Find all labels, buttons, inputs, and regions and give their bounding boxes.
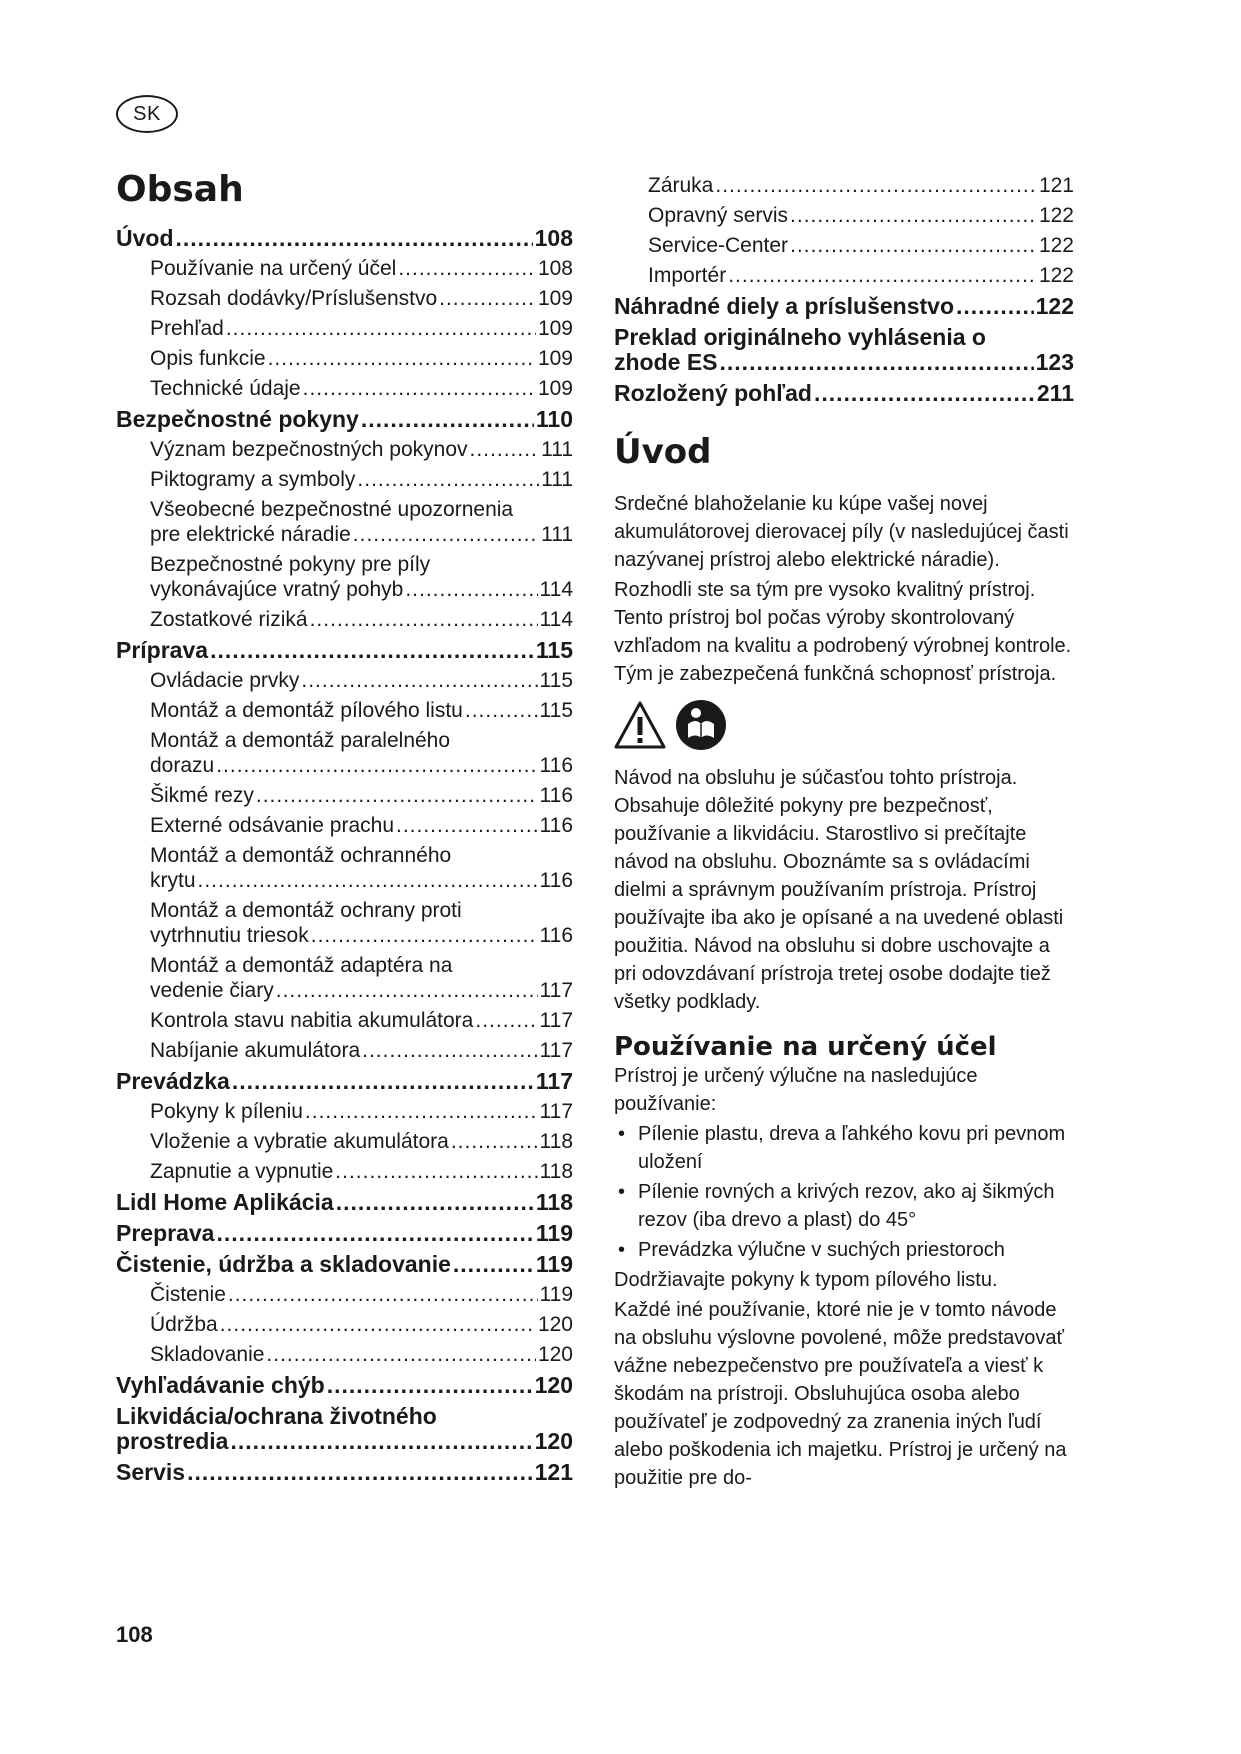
toc-entry-line	[614, 294, 1074, 319]
toc-entry-label: Bezpečnostné pokyny	[116, 406, 359, 432]
toc-dot-leader	[470, 437, 540, 462]
toc-dot-leader	[303, 376, 536, 401]
toc-entry-label: Pokyny k píleniu	[150, 1100, 303, 1123]
toc-dot-leader	[256, 783, 538, 808]
toc-page-number: 111	[541, 523, 573, 546]
toc-entry-line	[116, 1190, 573, 1215]
toc-entry-label: Servis	[116, 1459, 186, 1485]
toc-entry-label: krytu	[150, 869, 196, 892]
toc-entry-line	[150, 286, 573, 311]
toc-page-number: 118	[539, 1160, 573, 1183]
toc-entry-line	[648, 263, 1074, 288]
toc-dot-leader	[311, 923, 538, 948]
toc-entry-label: Technické údaje	[150, 377, 301, 400]
toc-subsection-entry	[116, 813, 573, 838]
list-item: • Pílenie plastu, dreva a ľahkého kovu pri pevnom uložení	[614, 1120, 1074, 1176]
toc-entry-line	[150, 437, 573, 462]
toc-dot-leader	[453, 1252, 534, 1277]
read-manual-icon	[674, 698, 728, 757]
toc-entry-label: Preprava	[116, 1220, 215, 1246]
toc-dot-leader	[327, 1373, 533, 1398]
toc-page-number: 119	[535, 1251, 573, 1277]
toc-section-entry	[614, 381, 1074, 406]
toc-entry-label: Všeobecné bezpečnostné upozornenia	[150, 498, 514, 521]
toc-page-number: 109	[537, 287, 573, 310]
toc-subsection-entry	[116, 843, 573, 893]
toc-subsection-entry	[116, 552, 573, 602]
toc-page-number: 111	[541, 468, 573, 491]
toc-dot-leader	[276, 978, 538, 1003]
intended-use-lead: Prístroj je určený výlučne na nasledujúce používanie:	[614, 1065, 978, 1115]
toc-dot-leader	[451, 1129, 538, 1154]
toc-dot-leader	[362, 1038, 537, 1063]
toc-section-entry	[614, 294, 1074, 319]
toc-dot-leader	[439, 286, 536, 311]
toc-dot-leader	[728, 263, 1037, 288]
toc-page-number: 120	[537, 1313, 573, 1336]
toc-entry-line	[116, 1373, 573, 1398]
toc-page-number: 120	[537, 1343, 573, 1366]
toc-entry-label: Zapnutie a vypnutie	[150, 1160, 334, 1183]
toc-entry-label: Údržba	[150, 1313, 218, 1336]
intro-paragraph: Návod na obsluhu je súčasťou tohto prístroja. Obsahuje dôležité pokyny pre bezpečnosť, používanie a likvidáciu. Starostlivo si prečítajte návod na obsluhu. Oboznámte sa s ovládacími dielmi a správnym používaním prístroja. Prístroj používajte iba ako je opísané a na uvedené oblasti použitia. Návod na obsluhu si dobre uschovajte a pri odovzdávaní prístroja tretej osobe dodajte tiež všetky podklady.	[614, 767, 1064, 1013]
toc-entry-label: Úvod	[116, 225, 174, 251]
toc-entry-label: Piktogramy a symboly	[150, 468, 356, 491]
toc-subsection-entry	[116, 728, 573, 778]
toc-entry-label: vytrhnutiu triesok	[150, 924, 309, 947]
toc-entry-label: Používanie na určený účel	[150, 257, 397, 280]
toc-entry-line	[150, 868, 573, 893]
toc-page-number: 116	[539, 924, 573, 947]
toc-subsection-entry	[116, 953, 573, 1003]
toc-dot-leader	[361, 407, 534, 432]
toc-page-number: 123	[1035, 349, 1074, 375]
toc-entry-line	[150, 1342, 573, 1367]
toc-entry-label: Kontrola stavu nabitia akumulátora	[150, 1009, 474, 1032]
language-badge: SK	[116, 95, 178, 133]
toc-section-entry	[116, 1460, 573, 1485]
toc-page-number: 114	[539, 578, 573, 601]
toc-page-number: 116	[539, 754, 573, 777]
toc-entry-label: pre elektrické náradie	[150, 523, 351, 546]
toc-subsection-entry	[116, 286, 573, 311]
toc-subsection-entry	[116, 376, 573, 401]
toc-page-number: 117	[539, 1039, 573, 1062]
toc-entry-label: Service-Center	[648, 234, 789, 257]
right-column	[614, 168, 1074, 1494]
toc-page-number: 121	[1038, 174, 1074, 197]
toc-dot-leader	[715, 173, 1037, 198]
toc-list-right	[614, 173, 1074, 406]
toc-page-number: 122	[1035, 293, 1074, 319]
toc-entry-label: Montáž a demontáž ochrany proti	[150, 899, 462, 922]
toc-entry-line	[150, 256, 573, 281]
toc-section-entry	[116, 1069, 573, 1094]
toc-page-number: 117	[539, 979, 573, 1002]
toc-page-number: 120	[534, 1428, 573, 1454]
toc-entry-label: Opravný servis	[648, 204, 789, 227]
toc-dot-leader	[198, 868, 538, 893]
toc-entry-label: Montáž a demontáž ochranného	[150, 844, 452, 867]
toc-entry-line	[614, 381, 1074, 406]
toc-dot-leader	[398, 256, 536, 281]
toc-dot-leader	[228, 1282, 538, 1307]
toc-list-left	[116, 226, 573, 1485]
toc-subsection-entry	[116, 898, 573, 948]
toc-entry-label: Zostatkové riziká	[150, 608, 308, 631]
toc-dot-leader	[230, 1429, 532, 1454]
toc-section-entry	[614, 325, 1074, 375]
toc-entry-line	[150, 1099, 573, 1124]
toc-entry-label: Príprava	[116, 637, 209, 663]
toc-entry-line	[150, 1159, 573, 1184]
toc-page-number: 115	[539, 669, 573, 692]
toc-dot-leader	[232, 1069, 534, 1094]
toc-entry-label: Šikmé rezy	[150, 784, 254, 807]
toc-entry-line	[116, 638, 573, 663]
toc-entry-line	[150, 1312, 573, 1337]
intended-use-paragraph: Dodržiavajte pokyny k typom pílového listu.	[614, 1269, 998, 1291]
toc-entry-label: dorazu	[150, 754, 215, 777]
toc-subsection-entry	[116, 783, 573, 808]
toc-entry-line	[150, 753, 573, 778]
toc-subsection-entry	[116, 607, 573, 632]
toc-entry-line	[648, 203, 1074, 228]
toc-subsection-entry	[116, 1342, 573, 1367]
intro-paragraph: Srdečné blahoželanie ku kúpe vašej novej akumulátorovej dierovacej píly (v nasledujúcej časti nazývanej prístroj alebo elektrické náradie).	[614, 493, 1069, 571]
toc-page-number: 121	[534, 1459, 573, 1485]
toc-entry-line	[116, 1252, 573, 1277]
toc-subsection-entry	[116, 1099, 573, 1124]
toc-page-number: 117	[535, 1068, 573, 1094]
toc-entry-label: Nabíjanie akumulátora	[150, 1039, 361, 1062]
toc-entry-label: Prehľad	[150, 317, 224, 340]
toc-entry-line	[614, 350, 1074, 375]
toc-subsection-entry	[116, 1129, 573, 1154]
toc-subsection-entry	[116, 1038, 573, 1063]
toc-page-number: 122	[1038, 204, 1074, 227]
toc-dot-leader	[268, 346, 536, 371]
toc-entry-label: Opis funkcie	[150, 347, 266, 370]
toc-dot-leader	[956, 294, 1034, 319]
toc-subsection-entry	[116, 1312, 573, 1337]
toc-page-number: 115	[539, 699, 573, 722]
toc-entry-label: Náhradné diely a príslušenstvo	[614, 293, 955, 319]
toc-entry-label: Preklad originálneho vyhlásenia o	[614, 324, 986, 350]
toc-section-entry	[116, 226, 573, 251]
toc-entry-line	[150, 813, 573, 838]
toc-dot-leader	[226, 316, 536, 341]
toc-entry-line	[116, 1221, 573, 1246]
toc-dot-leader	[353, 522, 539, 547]
toc-subsection-entry	[116, 1008, 573, 1033]
toc-entry-label: Montáž a demontáž pílového listu	[150, 699, 463, 722]
toc-subsection-entry	[116, 1282, 573, 1307]
toc-subsection-entry	[116, 698, 573, 723]
toc-dot-leader	[475, 1008, 537, 1033]
toc-dot-leader	[187, 1460, 533, 1485]
toc-dot-leader	[335, 1159, 537, 1184]
toc-entry-label: Montáž a demontáž adaptéra na	[150, 954, 453, 977]
toc-entry-label: Význam bezpečnostných pokynov	[150, 438, 468, 461]
toc-subsection-entry	[116, 1159, 573, 1184]
toc-section-entry	[116, 407, 573, 432]
toc-page-number: 108	[537, 257, 573, 280]
toc-entry-line	[150, 346, 573, 371]
toc-dot-leader	[336, 1190, 534, 1215]
toc-entry-label: Montáž a demontáž paralelného	[150, 729, 451, 752]
toc-entry-line	[116, 1069, 573, 1094]
toc-entry-label: Skladovanie	[150, 1343, 265, 1366]
toc-entry-line	[150, 577, 573, 602]
toc-entry-line	[150, 1038, 573, 1063]
toc-entry-line	[116, 1429, 573, 1454]
toc-title: Obsah	[116, 169, 244, 210]
toc-dot-leader	[310, 607, 538, 632]
toc-entry-label: vedenie čiary	[150, 979, 274, 1002]
toc-dot-leader	[216, 753, 537, 778]
toc-page-number: 120	[534, 1372, 573, 1398]
toc-entry-line	[150, 522, 573, 547]
toc-page-number: 111	[541, 438, 573, 461]
toc-dot-leader	[220, 1312, 536, 1337]
toc-entry-line	[150, 467, 573, 492]
toc-entry-label: Vyhľadávanie chýb	[116, 1372, 325, 1398]
list-item: • Prevádzka výlučne v suchých priestoroch	[614, 1236, 1074, 1264]
toc-dot-leader	[305, 1099, 538, 1124]
toc-entry-label: Importér	[648, 264, 727, 287]
toc-page-number: 118	[539, 1130, 573, 1153]
toc-dot-leader	[465, 698, 538, 723]
intended-use-list	[614, 1120, 1074, 1264]
toc-page-number: 114	[539, 608, 573, 631]
toc-page-number: 109	[537, 317, 573, 340]
intro-title: Úvod	[614, 432, 712, 472]
toc-subsection-entry	[116, 316, 573, 341]
toc-dot-leader	[301, 668, 537, 693]
toc-subsection-entry	[116, 437, 573, 462]
toc-entry-label: Likvidácia/ochrana životného	[116, 1403, 437, 1429]
toc-entry-label: prostredia	[116, 1428, 229, 1454]
toc-page-number: 211	[1036, 380, 1074, 406]
toc-dot-leader	[720, 350, 1034, 375]
toc-page-number: 116	[539, 784, 573, 807]
toc-dot-leader	[405, 577, 537, 602]
toc-page-number: 117	[539, 1009, 573, 1032]
toc-page-number: 117	[539, 1100, 573, 1123]
toc-page-number: 122	[1038, 264, 1074, 287]
toc-entry-line	[150, 668, 573, 693]
toc-page-number: 109	[537, 377, 573, 400]
toc-page-number: 116	[539, 869, 573, 892]
toc-dot-leader	[814, 381, 1035, 406]
toc-entry-line	[648, 173, 1074, 198]
toc-column-left	[116, 168, 573, 1485]
toc-entry-label: Rozložený pohľad	[614, 380, 812, 406]
toc-page-number: 110	[535, 406, 573, 432]
toc-page-number: 115	[535, 637, 573, 663]
toc-subsection-entry	[116, 467, 573, 492]
toc-entry-line	[648, 233, 1074, 258]
toc-dot-leader	[357, 467, 539, 492]
toc-entry-line	[116, 226, 573, 251]
intro-paragraph: Rozhodli ste sa tým pre vysoko kvalitný prístroj. Tento prístroj bol počas výroby skontrolovaný vzhľadom na kvalitu a podrobený výrobnej kontrole. Tým je zabezpečená funkčná schopnosť prístroja.	[614, 579, 1072, 685]
toc-subsection-entry	[116, 497, 573, 547]
toc-entry-label: Vloženie a vybratie akumulátora	[150, 1130, 449, 1153]
toc-section-entry	[116, 1190, 573, 1215]
toc-entry-label: Bezpečnostné pokyny pre píly	[150, 553, 431, 576]
toc-entry-line	[150, 978, 573, 1003]
list-item: • Pílenie rovných a krivých rezov, ako aj šikmých rezov (iba drevo a plast) do 45°	[614, 1178, 1074, 1234]
toc-dot-leader	[790, 203, 1037, 228]
toc-page-number: 118	[535, 1189, 573, 1215]
toc-entry-line	[116, 407, 573, 432]
toc-entry-label: Čistenie, údržba a skladovanie	[116, 1251, 451, 1277]
toc-entry-label: Rozsah dodávky/Príslušenstvo	[150, 287, 438, 310]
toc-page-number: 122	[1038, 234, 1074, 257]
toc-entry-line	[150, 698, 573, 723]
toc-subsection-entry	[614, 263, 1074, 288]
toc-section-entry	[116, 1404, 573, 1454]
intended-use-paragraph: Každé iné používanie, ktoré nie je v tomto návode na obsluhu výslovne povolené, môže predstavovať vážne nebezpečenstvo pre používateľa a viesť k škodám na prístroji. Obsluhujúca osoba alebo používateľ je zodpovedný za zranenia iných ľudí alebo poškodenia ich majetku. Prístroj je určený na použitie pre do-	[614, 1299, 1067, 1489]
toc-dot-leader	[396, 813, 538, 838]
toc-dot-leader	[210, 638, 534, 663]
intended-use-title: Používanie na určený účel	[614, 1032, 997, 1062]
toc-entry-line	[150, 1282, 573, 1307]
toc-entry-label: Záruka	[648, 174, 714, 197]
toc-entry-label: vykonávajúce vratný pohyb	[150, 578, 404, 601]
toc-section-entry	[116, 1252, 573, 1277]
toc-entry-line	[116, 1460, 573, 1485]
toc-entry-line	[150, 607, 573, 632]
toc-subsection-entry	[614, 233, 1074, 258]
toc-page-number: 116	[539, 814, 573, 837]
toc-entry-line	[150, 316, 573, 341]
toc-dot-leader	[176, 226, 533, 251]
toc-subsection-entry	[116, 256, 573, 281]
toc-section-entry	[116, 638, 573, 663]
toc-entry-label: Ovládacie prvky	[150, 669, 300, 692]
toc-page-number: 108	[534, 225, 573, 251]
page-number: 108	[116, 1622, 153, 1647]
toc-entry-label: Prevádzka	[116, 1068, 230, 1094]
warning-triangle-icon	[614, 700, 666, 755]
toc-dot-leader	[216, 1221, 533, 1246]
toc-section-entry	[116, 1373, 573, 1398]
toc-page-number: 119	[535, 1220, 573, 1246]
toc-subsection-entry	[116, 346, 573, 371]
toc-entry-line	[150, 1129, 573, 1154]
toc-subsection-entry	[116, 668, 573, 693]
toc-dot-leader	[790, 233, 1037, 258]
toc-entry-line	[150, 376, 573, 401]
toc-entry-label: Čistenie	[150, 1283, 226, 1306]
toc-entry-line	[150, 1008, 573, 1033]
toc-subsection-entry	[614, 203, 1074, 228]
toc-page-number: 119	[539, 1283, 573, 1306]
toc-entry-label: Externé odsávanie prachu	[150, 814, 394, 837]
toc-section-entry	[116, 1221, 573, 1246]
toc-subsection-entry	[614, 173, 1074, 198]
toc-entry-label: zhode ES	[614, 349, 718, 375]
toc-entry-line	[150, 783, 573, 808]
toc-entry-label: Lidl Home Aplikácia	[116, 1189, 334, 1215]
toc-entry-line	[150, 923, 573, 948]
toc-page-number: 109	[537, 347, 573, 370]
toc-dot-leader	[266, 1342, 536, 1367]
safety-symbols	[614, 700, 1074, 754]
